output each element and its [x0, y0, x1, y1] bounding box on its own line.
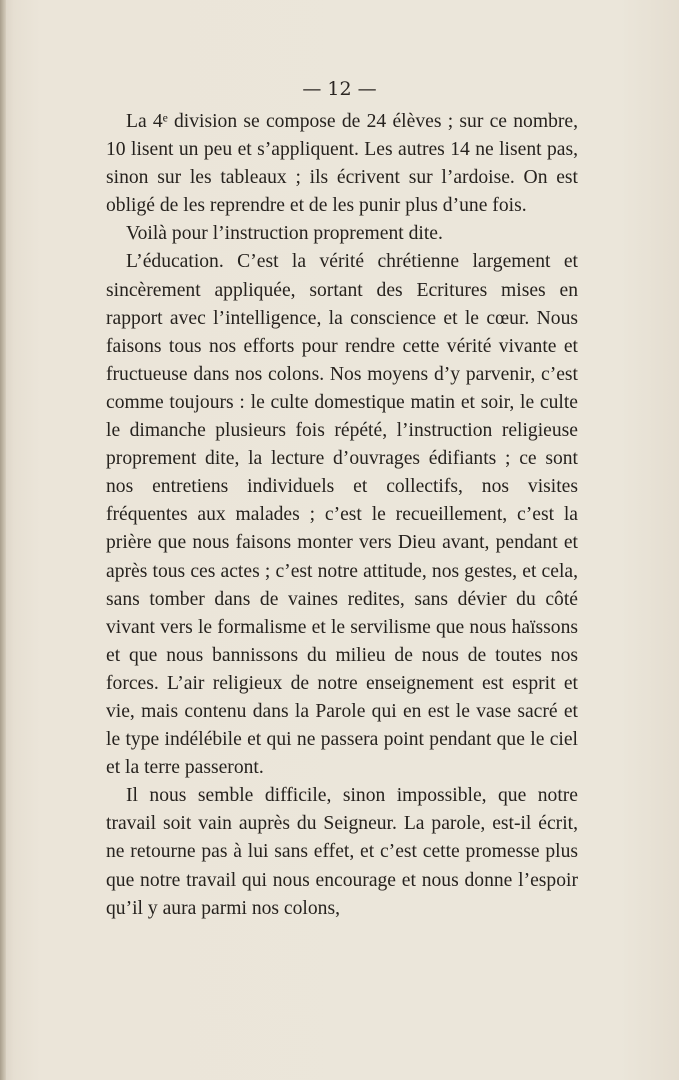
paragraph: Il nous semble difficile, sinon impossible, que notre travail soit vain auprès du Seigneur. La parole, est-il écrit, ne retourne pas à lui sans effet, et c’est cette promesse plus que notre travail qui nous encourage et nous donne l’espoir qu’il y aura parmi nos colons,: [106, 785, 578, 919]
paragraph: L’éducation. C’est la vérité chrétienne largement et sincèrement appliquée, sortant des Ecritures mises en rapport avec l’intelligence, la conscience et le cœur. Nous faisons tous nos efforts pour rendre cette vérité vivante et fructueuse dans nos colons. Nos moyens d’y parvenir, c’est comme toujours : le culte domestique matin et soir, le culte le dimanche plusieurs fois répété, l’instruction religieuse proprement dite, la lecture d’ouvrages édifiants ; ce sont nos entretiens individuels et collectifs, nos visites fréquentes aux malades ; c’est le recueillement, c’est la prière que nous faisons monter vers Dieu avant, pendant et après tous ces actes ; c’est notre attitude, nos gestes, et cela, sans tomber dans de vaines redites, sans dévier du côté vivant vers le formalisme et le servilisme que nous haïssons et que nous bannissons du milieu de nous de toutes nos forces. L’air religieux de notre enseignement est esprit et vie, mais contenu dans la Parole qui en est le vase sacré et le type indélébile et qui ne passera point pendant que le ciel et la terre passeront.: [106, 251, 578, 779]
page-spine-shadow: [0, 0, 6, 1080]
page-number: — 12 —: [302, 78, 377, 100]
page-body: [106, 108, 578, 923]
paragraph: Voilà pour l’instruction proprement dite.: [126, 223, 443, 245]
paragraph: La 4ᵉ division se compose de 24 élèves ; sur ce nombre, 10 lisent un peu et s’appliquent. Les autres 14 ne lisent pas, sinon sur les tableaux ; ils écrivent sur l’ardoise. On est obligé de les reprendre et de les punir plus d’une fois.: [106, 111, 578, 217]
